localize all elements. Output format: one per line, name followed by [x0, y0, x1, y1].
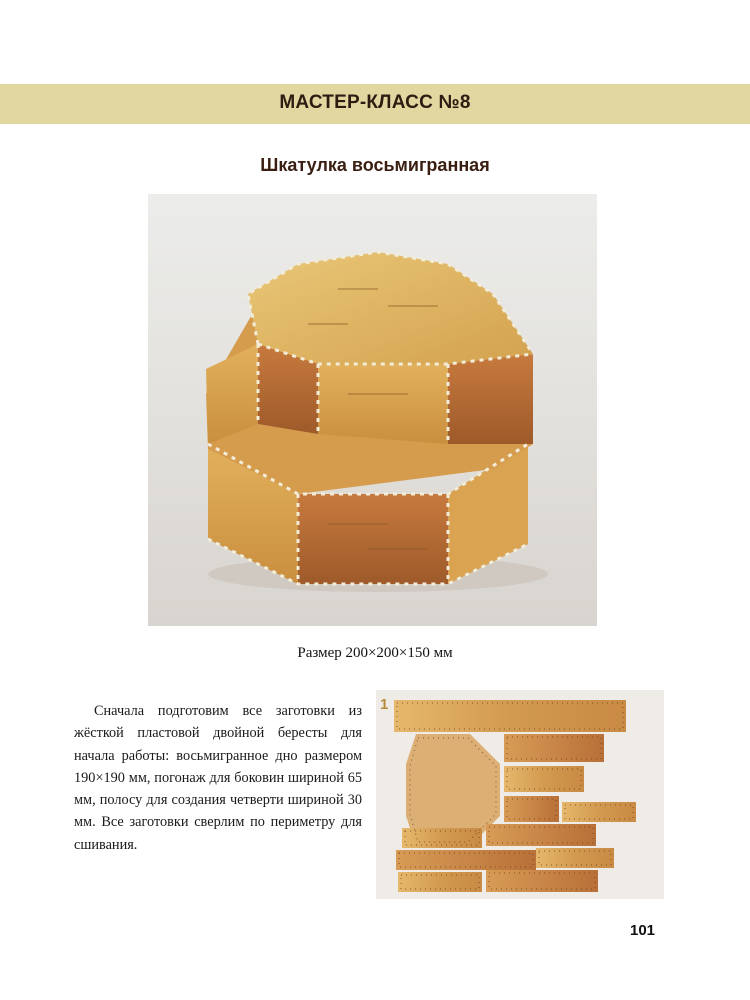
octagonal-birch-bark-box-photo: [148, 194, 597, 626]
birch-bark-blanks-photo: [376, 690, 664, 899]
page-number: 101: [630, 922, 656, 939]
body-paragraph: Сначала подготовим все заготовки из жёсткой пластовой двойной бересты для начала работы: восьмигранное дно размером 190×190 мм, погонаж для боковин шириной 65 мм, полосу для создания четверти шириной 30 мм. Все заготовки сверлим по периметру для сшивания.: [74, 703, 362, 853]
article-subtitle: Шкатулка восьмигранная: [260, 155, 490, 175]
step-number: 1: [380, 696, 389, 713]
photo-caption: Размер 200×200×150 мм: [297, 645, 453, 661]
page-title: МАСТЕР-КЛАСС №8: [279, 92, 471, 113]
